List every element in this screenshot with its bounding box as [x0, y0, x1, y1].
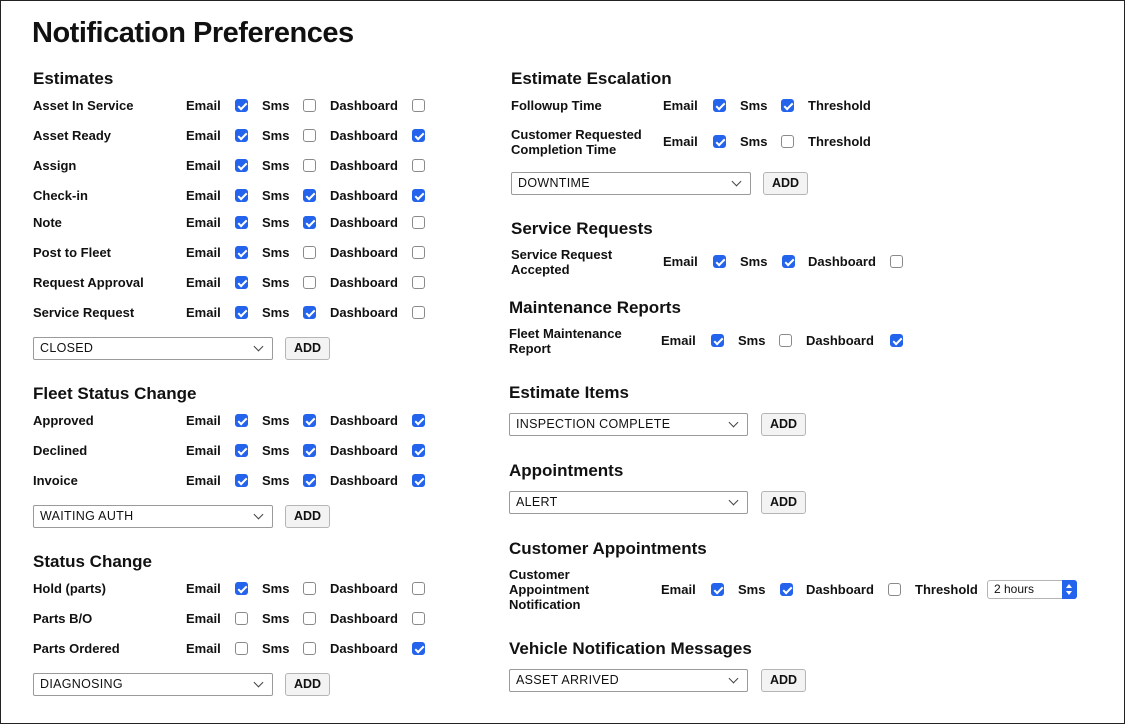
email-label: Email [186, 473, 221, 488]
sms-label: Sms [262, 128, 290, 143]
customer-appointments-row-label: Notification [509, 597, 581, 612]
threshold-label: Threshold [915, 582, 978, 597]
chevron-down-icon [729, 496, 739, 506]
dashboard-checkbox[interactable] [412, 159, 425, 172]
sms-label: Sms [262, 443, 290, 458]
fleet-status-change-heading: Fleet Status Change [33, 384, 197, 403]
dashboard-checkbox[interactable] [412, 414, 425, 427]
dashboard-label: Dashboard [330, 158, 398, 173]
sms-label: Sms [262, 245, 290, 260]
sms-label: Sms [262, 641, 290, 656]
estimates-row-label: Assign [33, 158, 77, 173]
dashboard-label: Dashboard [330, 98, 398, 113]
sms-checkbox[interactable] [303, 642, 316, 655]
sms-checkbox[interactable] [303, 582, 316, 595]
estimates-row-label: Service Request [33, 305, 135, 320]
dashboard-label: Dashboard [330, 305, 398, 320]
email-label: Email [661, 582, 696, 597]
email-label: Email [663, 134, 698, 149]
sms-label: Sms [262, 98, 290, 113]
email-checkbox[interactable] [235, 642, 248, 655]
appointments-heading: Appointments [509, 461, 624, 480]
estimate-escalation-row-label: Customer Requested [511, 127, 642, 142]
service-requests-heading: Service Requests [511, 219, 653, 238]
fleet-status-change-add-button[interactable]: ADD [285, 505, 330, 528]
email-checkbox[interactable] [713, 255, 726, 268]
chevron-down-icon [254, 510, 264, 520]
estimates-select-value: CLOSED [40, 341, 94, 355]
sms-checkbox[interactable] [779, 334, 792, 347]
email-label: Email [186, 188, 221, 203]
estimate-items-select-value: INSPECTION COMPLETE [516, 417, 671, 431]
email-checkbox[interactable] [713, 99, 726, 112]
email-label: Email [186, 158, 221, 173]
sms-checkbox[interactable] [303, 189, 316, 202]
dashboard-label: Dashboard [330, 443, 398, 458]
email-label: Email [186, 641, 221, 656]
customer-appointments-heading: Customer Appointments [509, 539, 707, 558]
estimate-items-select[interactable] [509, 413, 748, 436]
dashboard-label: Dashboard [330, 188, 398, 203]
estimates-select[interactable] [33, 337, 273, 360]
email-label: Email [661, 333, 696, 348]
maintenance-reports-heading: Maintenance Reports [509, 298, 681, 317]
chevron-down-icon [254, 678, 264, 688]
email-label: Email [186, 128, 221, 143]
email-label: Email [186, 245, 221, 260]
email-checkbox[interactable] [235, 582, 248, 595]
estimates-heading: Estimates [33, 69, 114, 88]
sms-checkbox[interactable] [303, 129, 316, 142]
sms-checkbox[interactable] [780, 583, 793, 596]
estimate-items-add-button[interactable]: ADD [761, 413, 806, 436]
email-checkbox[interactable] [711, 583, 724, 596]
sms-checkbox[interactable] [303, 474, 316, 487]
sms-label: Sms [738, 582, 766, 597]
email-checkbox[interactable] [711, 334, 724, 347]
fleet-status-change-select[interactable] [33, 505, 273, 528]
sms-checkbox[interactable] [303, 99, 316, 112]
sms-checkbox[interactable] [303, 306, 316, 319]
sms-checkbox[interactable] [303, 414, 316, 427]
fleet-status-change-row-label: Invoice [33, 473, 78, 488]
fleet-status-change-row-label: Declined [33, 443, 88, 458]
vehicle-notification-messages-add-button[interactable]: ADD [761, 669, 806, 692]
customer-appointments-row-label: Appointment [509, 582, 590, 597]
estimates-row-label: Check-in [33, 188, 88, 203]
email-label: Email [186, 611, 221, 626]
estimate-escalation-select-value: DOWNTIME [518, 176, 590, 190]
estimates-row-label: Asset Ready [33, 128, 112, 143]
email-label: Email [186, 413, 221, 428]
sms-label: Sms [740, 98, 768, 113]
estimates-row-label: Request Approval [33, 275, 144, 290]
dashboard-label: Dashboard [808, 254, 876, 269]
fleet-status-change-select-value: WAITING AUTH [40, 509, 134, 523]
dashboard-label: Dashboard [330, 611, 398, 626]
stepper-arrows-icon[interactable] [1062, 580, 1077, 599]
vehicle-notification-messages-select[interactable] [509, 669, 748, 692]
estimates-row-label: Note [33, 215, 62, 230]
email-checkbox[interactable] [235, 474, 248, 487]
dashboard-label: Dashboard [806, 333, 874, 348]
estimate-escalation-row-label: Followup Time [511, 98, 602, 113]
dashboard-checkbox[interactable] [890, 255, 903, 268]
email-checkbox[interactable] [235, 99, 248, 112]
sms-label: Sms [262, 611, 290, 626]
email-checkbox[interactable] [235, 444, 248, 457]
email-label: Email [186, 581, 221, 596]
dashboard-label: Dashboard [330, 245, 398, 260]
sms-label: Sms [262, 275, 290, 290]
sms-checkbox[interactable] [782, 255, 795, 268]
email-checkbox[interactable] [235, 276, 248, 289]
email-label: Email [186, 215, 221, 230]
dashboard-label: Dashboard [330, 581, 398, 596]
sms-label: Sms [262, 215, 290, 230]
estimate-items-heading: Estimate Items [509, 383, 629, 402]
appointments-select[interactable] [509, 491, 748, 514]
dashboard-checkbox[interactable] [412, 216, 425, 229]
sms-checkbox[interactable] [303, 246, 316, 259]
dashboard-checkbox[interactable] [412, 444, 425, 457]
chevron-down-icon [729, 418, 739, 428]
estimates-row-label: Asset In Service [33, 98, 134, 113]
service-requests-row-label: Service Request [511, 247, 613, 262]
dashboard-checkbox[interactable] [412, 276, 425, 289]
status-change-row-label: Hold (parts) [33, 581, 106, 596]
sms-checkbox[interactable] [781, 135, 794, 148]
email-checkbox[interactable] [713, 135, 726, 148]
estimate-escalation-row-label: Completion Time [511, 142, 617, 157]
chevron-down-icon [729, 674, 739, 684]
email-checkbox[interactable] [235, 306, 248, 319]
maintenance-reports-row-label: Fleet Maintenance [509, 326, 622, 341]
email-checkbox[interactable] [235, 612, 248, 625]
chevron-down-icon [254, 342, 264, 352]
sms-checkbox[interactable] [303, 612, 316, 625]
service-requests-row-label: Accepted [511, 262, 570, 277]
sms-label: Sms [738, 333, 766, 348]
sms-checkbox[interactable] [303, 216, 316, 229]
dashboard-checkbox[interactable] [412, 612, 425, 625]
email-checkbox[interactable] [235, 246, 248, 259]
email-checkbox[interactable] [235, 129, 248, 142]
email-checkbox[interactable] [235, 216, 248, 229]
dashboard-checkbox[interactable] [412, 642, 425, 655]
email-label: Email [186, 98, 221, 113]
dashboard-checkbox[interactable] [412, 474, 425, 487]
estimates-row-label: Post to Fleet [33, 245, 112, 260]
dashboard-label: Dashboard [330, 641, 398, 656]
sms-checkbox[interactable] [781, 99, 794, 112]
dashboard-checkbox[interactable] [412, 246, 425, 259]
sms-checkbox[interactable] [303, 276, 316, 289]
appointments-select-value: ALERT [516, 495, 558, 509]
fleet-status-change-row-label: Approved [33, 413, 94, 428]
sms-label: Sms [740, 254, 768, 269]
customer-appointments-row-label: Customer [509, 567, 570, 582]
page-title: Notification Preferences [32, 17, 354, 49]
email-checkbox[interactable] [235, 189, 248, 202]
estimates-add-button[interactable]: ADD [285, 337, 330, 360]
dashboard-label: Dashboard [330, 473, 398, 488]
status-change-row-label: Parts Ordered [33, 641, 120, 656]
estimate-escalation-select[interactable] [511, 172, 751, 195]
dashboard-checkbox[interactable] [890, 334, 903, 347]
status-change-select[interactable] [33, 673, 273, 696]
appointments-add-button[interactable]: ADD [761, 491, 806, 514]
sms-label: Sms [262, 473, 290, 488]
sms-label: Sms [740, 134, 768, 149]
sms-label: Sms [262, 305, 290, 320]
status-change-select-value: DIAGNOSING [40, 677, 123, 691]
sms-label: Sms [262, 581, 290, 596]
sms-checkbox[interactable] [303, 444, 316, 457]
vehicle-notification-messages-heading: Vehicle Notification Messages [509, 639, 752, 658]
dashboard-label: Dashboard [330, 413, 398, 428]
sms-label: Sms [262, 413, 290, 428]
dashboard-checkbox[interactable] [412, 582, 425, 595]
dashboard-checkbox[interactable] [412, 129, 425, 142]
status-change-heading: Status Change [33, 552, 153, 571]
vehicle-notification-messages-select-value: ASSET ARRIVED [516, 673, 620, 687]
dashboard-checkbox[interactable] [412, 99, 425, 112]
maintenance-reports-row-label: Report [509, 341, 551, 356]
email-checkbox[interactable] [235, 159, 248, 172]
dashboard-checkbox[interactable] [412, 306, 425, 319]
email-label: Email [663, 98, 698, 113]
dashboard-label: Dashboard [806, 582, 874, 597]
email-label: Email [186, 305, 221, 320]
sms-checkbox[interactable] [303, 159, 316, 172]
dashboard-label: Dashboard [330, 275, 398, 290]
email-label: Email [663, 254, 698, 269]
threshold-stepper[interactable] [987, 580, 1077, 599]
sms-label: Sms [262, 158, 290, 173]
estimate-escalation-heading: Estimate Escalation [511, 69, 672, 88]
status-change-row-label: Parts B/O [33, 611, 93, 626]
sms-label: Sms [262, 188, 290, 203]
chevron-down-icon [732, 177, 742, 187]
status-change-add-button[interactable]: ADD [285, 673, 330, 696]
email-checkbox[interactable] [235, 414, 248, 427]
email-label: Email [186, 443, 221, 458]
threshold-label: Threshold [808, 134, 871, 149]
threshold-stepper-value: 2 hours [994, 582, 1035, 596]
dashboard-checkbox[interactable] [412, 189, 425, 202]
threshold-label: Threshold [808, 98, 871, 113]
email-label: Email [186, 275, 221, 290]
dashboard-label: Dashboard [330, 215, 398, 230]
dashboard-checkbox[interactable] [888, 583, 901, 596]
estimate-escalation-add-button[interactable]: ADD [763, 172, 808, 195]
dashboard-label: Dashboard [330, 128, 398, 143]
